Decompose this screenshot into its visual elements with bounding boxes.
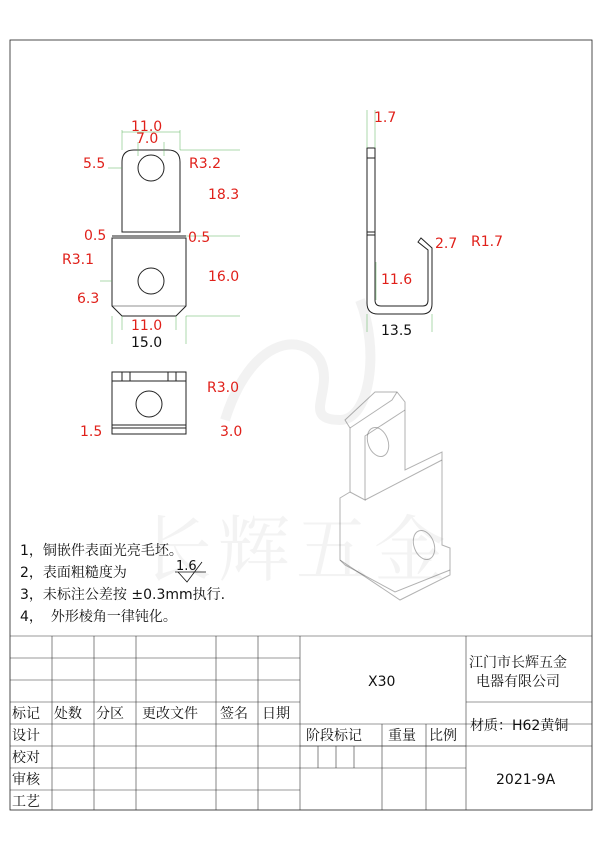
side-extension-lines [367, 110, 432, 332]
row-label-check: 校对 [12, 750, 40, 766]
note-2 [20, 562, 127, 582]
note-3-text: 未标注公差按 ±0.3mm执行. [42, 587, 226, 603]
front-upper-hole [138, 155, 164, 181]
drawing-date: 2021-9A [496, 772, 556, 788]
watermark-logo [225, 300, 370, 420]
front-lower-hole [138, 268, 164, 294]
dim-lower-radius: R3.1 [62, 252, 94, 268]
note-4-number: 4， [20, 609, 43, 625]
dim-bottom-radius: R3.0 [207, 380, 239, 396]
quantity: X30 [368, 674, 396, 690]
front-upper-tab [122, 150, 180, 232]
rev-header-count: 处数 [54, 706, 82, 722]
stage-header-weight: 重量 [388, 728, 416, 744]
bottom-view [112, 372, 186, 434]
material: 材质：H62黄铜 [470, 718, 569, 734]
rev-header-date: 日期 [262, 706, 290, 722]
dim-base-length: 13.5 [381, 323, 413, 339]
side-profile [367, 148, 432, 314]
dim-thickness: 1.7 [374, 110, 397, 126]
dim-base-width: 15.0 [131, 335, 163, 351]
stage-header-scale: 比例 [429, 728, 457, 744]
dim-step-right: 0.5 [188, 230, 211, 246]
note-3-number: 3， [20, 587, 43, 603]
note-3 [20, 584, 225, 604]
rev-header-mark: 标记 [12, 706, 40, 722]
roughness-value: 1.6 [176, 559, 197, 574]
rev-header-file: 更改文件 [142, 706, 198, 722]
note-1-text: 铜嵌件表面光亮毛坯。 [42, 543, 183, 559]
front-lower-body [112, 238, 186, 316]
stage-header-mark: 阶段标记 [306, 728, 362, 744]
note-1 [20, 540, 183, 560]
row-label-design: 设计 [12, 728, 40, 744]
bottom-notch-left [122, 372, 130, 381]
title-block-text [12, 654, 568, 810]
rev-header-sign: 签名 [220, 706, 248, 722]
dim-lower-height: 16.0 [208, 269, 240, 285]
dim-lower-hole-offset: 6.3 [77, 291, 100, 307]
dim-bottom-left: 1.5 [80, 424, 103, 440]
note-2-text: 表面粗糙度为 [42, 565, 127, 581]
side-view [367, 148, 432, 314]
dim-inner-height: 11.6 [381, 272, 413, 288]
dim-bend-radius: R1.7 [471, 234, 503, 250]
row-label-process: 工艺 [12, 794, 40, 810]
dim-top-radius: R3.2 [189, 156, 221, 172]
dim-top-width: 11.0 [131, 119, 163, 135]
note-2-number: 2， [20, 565, 43, 581]
note-1-number: 1， [20, 543, 43, 559]
company-line1: 江门市长辉五金 [469, 655, 567, 671]
note-4-text: 外形棱角一律钝化。 [50, 609, 177, 625]
dim-left-margin: 5.5 [83, 156, 106, 172]
bottom-notch-right [168, 372, 176, 381]
dim-upper-height: 18.3 [208, 187, 240, 203]
dim-bottom-right: 3.0 [220, 424, 243, 440]
dim-step-left: 0.5 [84, 228, 107, 244]
row-label-review: 审核 [12, 772, 40, 788]
watermark-text [140, 508, 452, 592]
dim-hook: 2.7 [435, 236, 458, 252]
front-view [112, 150, 186, 316]
rev-header-zone: 分区 [96, 706, 124, 722]
dim-inner-width: 11.0 [131, 318, 163, 334]
bottom-hole [136, 391, 162, 417]
company-line2: 电器有限公司 [476, 674, 560, 690]
note-4 [20, 606, 177, 626]
dim-hole-width: 7.0 [136, 131, 159, 147]
